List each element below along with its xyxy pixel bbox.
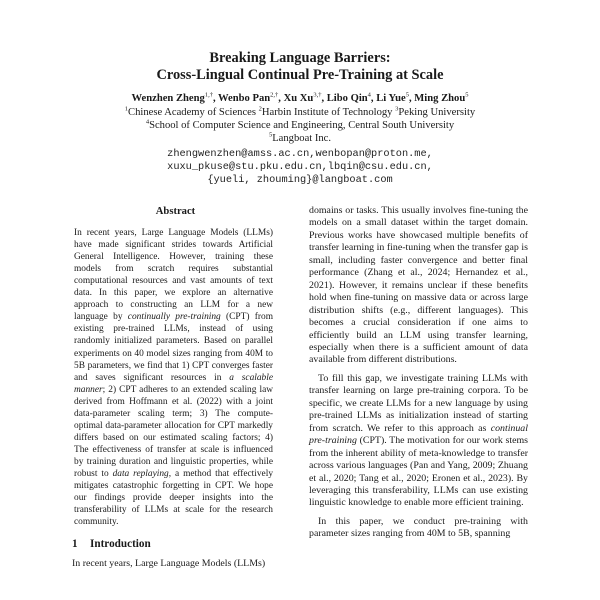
author-separator: , [278, 93, 284, 104]
intro-first-line: In recent years, Large Language Models (LLMs) [72, 558, 266, 570]
email-line: {yueli, zhouming}@langboat.com [207, 174, 393, 187]
paragraph-segment: domains or tasks. This usually involves fine-tuning the models on a small dataset within the target domain. Previous works have showcased multiple benefits of transfer learning in fine-tuning when the transfer gap is small, including faster convergence and better final performance (Zhang et al., 2024; Hernandez et al., 2021). However, it remains unclear if these benefits hold when fine-tuning on massive data or across large distribution shifts (e.g., different languages). This becomes a crucial consideration if one aims to efficiently build an LLM using transfer learning, especially when there is a sufficient amount of data available from different distributions. [309, 205, 528, 366]
body-paragraph [309, 516, 528, 541]
affiliation-number: 4 [145, 118, 150, 126]
author-name: Li Yue [376, 93, 406, 104]
author-affiliation-mark: 5 [465, 91, 469, 99]
affiliation-text: Langboat Inc. [272, 133, 332, 144]
paper-title [0, 50, 600, 84]
email-line: xuxu_pkuse@stu.pku.edu.cn,lbqin@csu.edu.cn, [167, 161, 433, 174]
right-column [309, 205, 528, 541]
paragraph-segment: continual pre-training [309, 422, 528, 447]
affiliation-text: School of Computer Science and Engineering, Central South University [149, 120, 455, 131]
abstract-text [72, 227, 279, 528]
affiliation-number: 3 [395, 105, 399, 113]
affiliation-line [0, 106, 600, 119]
affiliation-list [0, 106, 600, 145]
author-separator: , [409, 93, 415, 104]
paragraph-segment: (CPT). The motivation for our work stems from the inherent ability of meta-knowledge to transfer across various languages (Pan and Yang, 2009; Zhuang et al., 2020; Tang et al., 2020; Eronen et al., 2023). By leveraging this transferability, LLMs can use existing linguistic knowledge to enable more efficient training. [309, 435, 528, 509]
author-affiliation-mark: 5 [405, 91, 409, 99]
paragraph-segment: In this paper, we conduct pre-training with parameter sizes ranging from 40M to 5B, spanning [309, 515, 528, 540]
title-line-1: Breaking Language Barriers: [209, 50, 391, 66]
author-list [0, 92, 600, 106]
author-name: Xu Xu [283, 93, 314, 104]
author-name: Ming Zhou [414, 93, 466, 104]
author-affiliation-mark: 3,† [313, 91, 322, 99]
author-affiliation-mark: 4 [367, 91, 371, 99]
email-line: zhengwenzhen@amss.ac.cn,wenbopan@proton.me, [167, 148, 433, 160]
section-heading-introduction [72, 538, 279, 550]
affiliation-line [0, 119, 600, 132]
abstract-heading: Abstract [155, 206, 196, 217]
affiliation-text: Chinese Academy of Sciences [128, 107, 259, 118]
abstract-segment: (CPT) from existing pre-trained LLMs, instead of using randomly initialized parameters. Based on parallel experiments on 40 model sizes ranging from 40M to 5B parameters, we find that 1) CPT converges faster and saves significant resources in [74, 312, 273, 383]
email-list [0, 148, 600, 188]
left-column [72, 206, 279, 570]
abstract-segment: data replaying [112, 468, 169, 479]
body-paragraph [309, 205, 528, 367]
author-affiliation-mark: 1,† [204, 91, 213, 99]
paper-header [0, 50, 600, 188]
abstract-segment: ; 2) CPT adheres to an extended scaling law derived from Hoffmann et al. (2022) with a joint data-parameter scaling term; 3) The compute-optimal data-parameter allocation for CPT markedly differs based on our estimated scaling factors; 4) The effectiveness of transfer at scale is influenced by training duration and linguistic properties, while robust to [74, 384, 273, 479]
paragraph-segment: To fill this gap, we investigate training LLMs with transfer learning on large pre-training corpora. To be specific, we create LLMs for a new language by using pre-trained LLMs as initialization instead of starting from scratch. We refer to this approach as [309, 372, 528, 434]
author-separator: , [212, 93, 219, 104]
abstract-segment: a scalable manner [74, 372, 274, 395]
author-separator: , [370, 93, 377, 104]
affiliation-number: 5 [268, 131, 273, 139]
author-affiliation-mark: 2,† [270, 91, 279, 99]
author-name: Wenzhen Zheng [131, 93, 205, 104]
affiliation-number: 1 [124, 105, 129, 113]
abstract-segment: continually pre-training [127, 312, 221, 323]
author-separator: , [321, 93, 327, 104]
abstract-segment: , a method that effectively mitigates catastrophic forgetting in CPT. We hope our findings provide deeper insights into the transferability of LLMs at scale for the research community. [74, 468, 274, 528]
author-name: Libo Qin [326, 93, 368, 104]
affiliation-text: Harbin Institute of Technology [261, 107, 396, 118]
section-title: Introduction [90, 538, 151, 551]
author-name: Wenbo Pan [218, 93, 271, 104]
affiliation-line [0, 132, 600, 145]
affiliation-text: Peking University [398, 107, 476, 118]
affiliation-number: 2 [258, 105, 262, 113]
body-paragraph [309, 373, 528, 510]
section-number: 1 [72, 538, 78, 551]
title-line-2: Cross-Lingual Continual Pre-Training at Scale [156, 67, 444, 83]
abstract-segment: In recent years, Large Language Models (LLMs) have made significant strides towards Artificial General Intelligence. However, training these models from scratch requires substantial computational resources and vast amounts of text data. In this paper, we explore an alternative approach to constructing an LLM for a new language by [74, 228, 273, 323]
